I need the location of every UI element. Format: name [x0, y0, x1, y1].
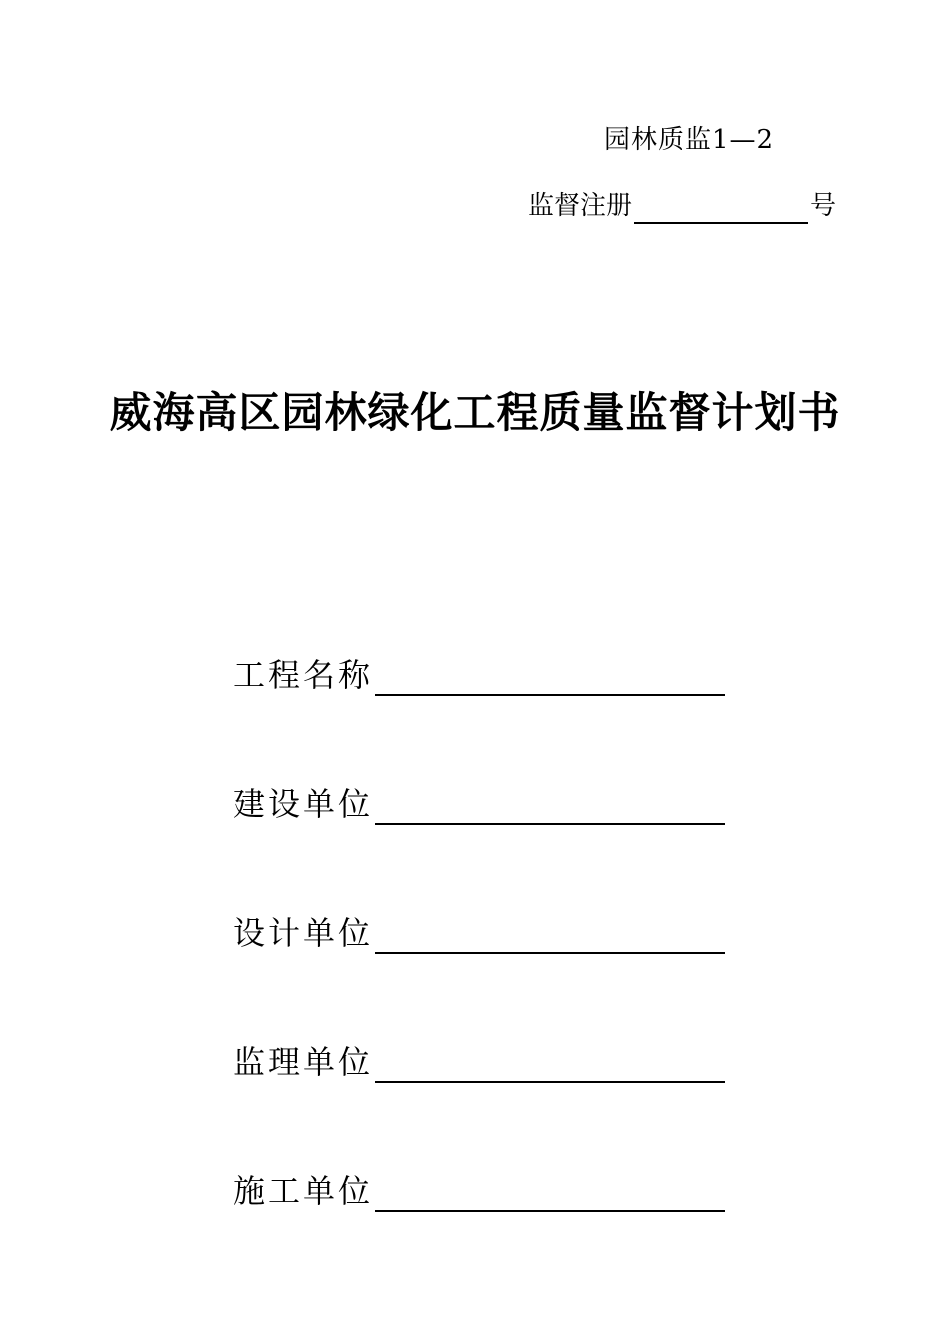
construction-unit-label: 建设单位	[233, 785, 374, 823]
registration-suffix: 号	[810, 191, 837, 221]
contractor-unit-row	[233, 1168, 725, 1212]
supervision-unit-field[interactable]	[375, 1041, 725, 1083]
project-name-label: 工程名称	[233, 656, 374, 694]
project-name-field[interactable]	[375, 654, 725, 696]
supervision-unit-label: 监理单位	[233, 1043, 374, 1081]
document-title: 威海高区园林绿化工程质量监督计划书	[109, 388, 841, 437]
construction-unit-row	[233, 781, 725, 825]
design-unit-field[interactable]	[375, 912, 725, 954]
form-code: 园林质监1—2	[604, 125, 775, 155]
supervision-unit-row	[233, 1039, 725, 1083]
registration-number-line	[528, 188, 836, 224]
contractor-unit-field[interactable]	[375, 1170, 725, 1212]
contractor-unit-label: 施工单位	[233, 1172, 374, 1210]
construction-unit-field[interactable]	[375, 783, 725, 825]
design-unit-label: 设计单位	[233, 914, 374, 952]
registration-label: 监督注册	[528, 191, 633, 221]
registration-number-field[interactable]	[634, 192, 808, 224]
project-name-row	[233, 652, 725, 696]
design-unit-row	[233, 910, 725, 954]
